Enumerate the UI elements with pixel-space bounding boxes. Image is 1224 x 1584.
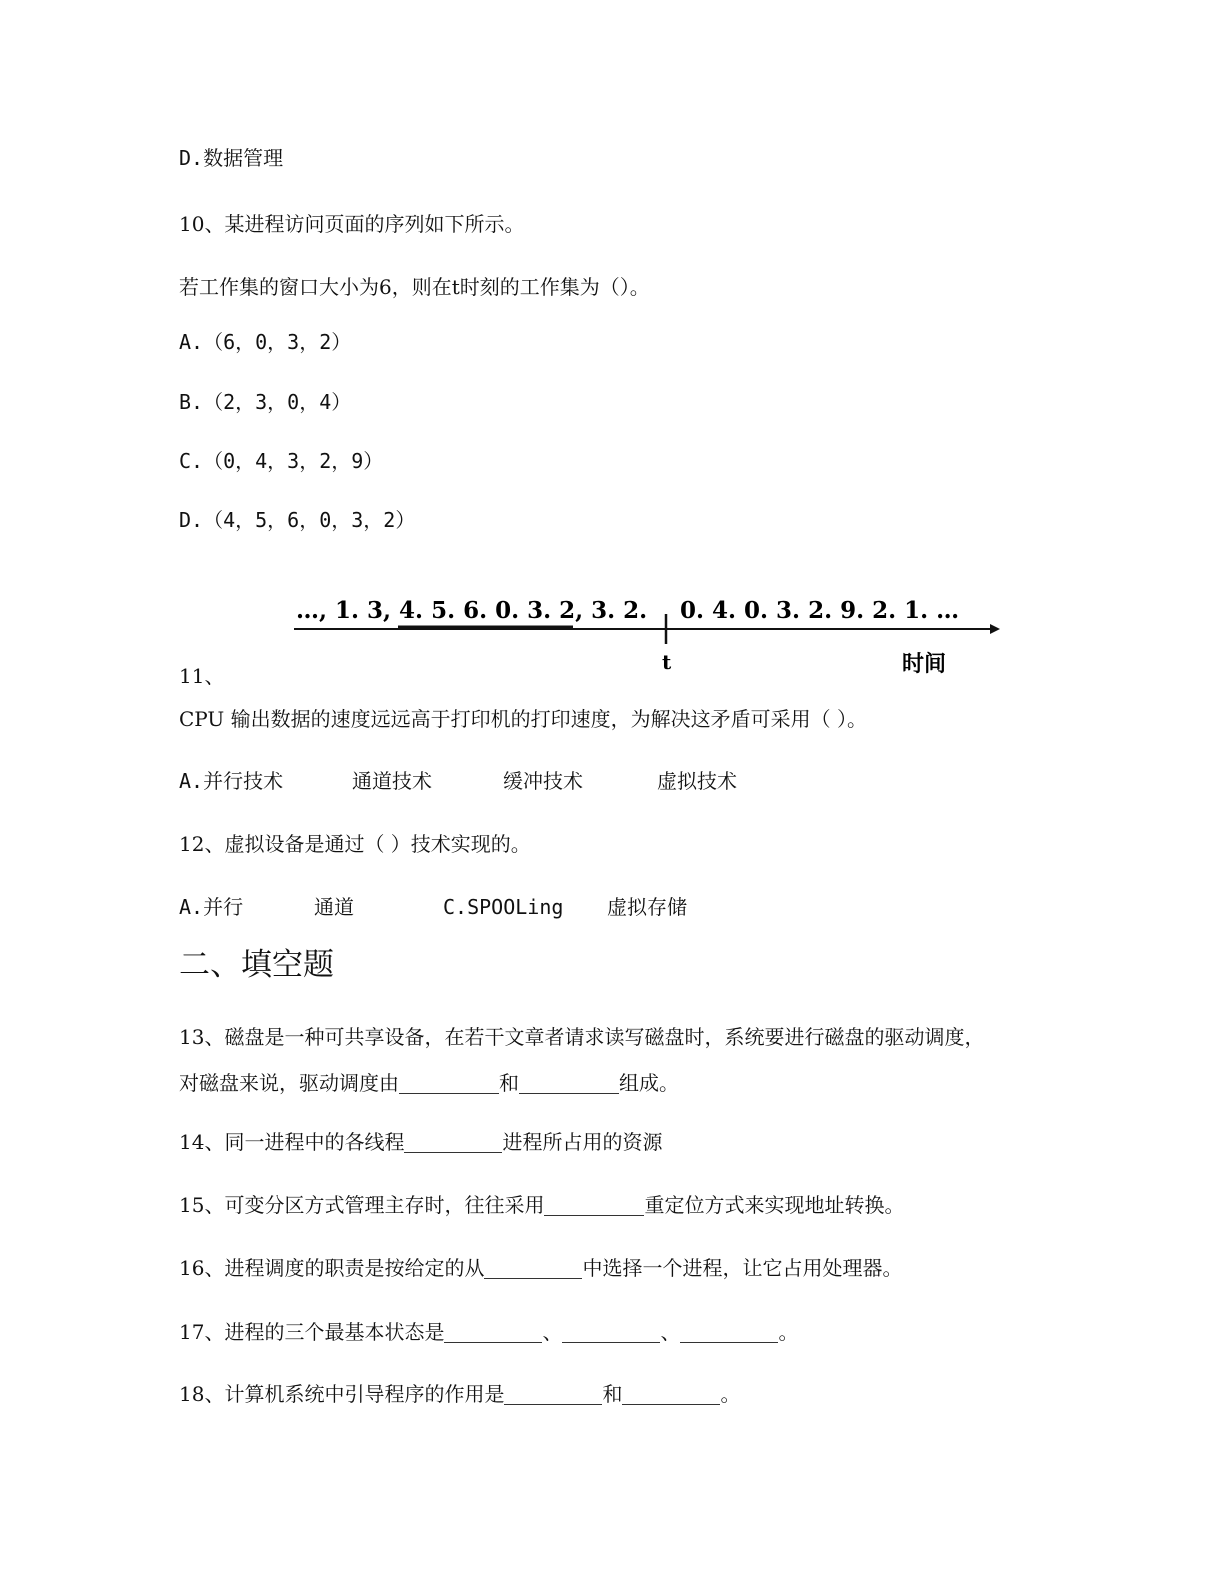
q13-blank-1[interactable] (399, 1071, 499, 1094)
q9-option-d: D.数据管理 (179, 146, 284, 170)
q14-text-a: 14、同一进程中的各线程 (179, 1130, 405, 1154)
q18-text-a: 18、计算机系统中引导程序的作用是 (179, 1382, 505, 1406)
q13-line1: 13、磁盘是一种可共享设备，在若干文章者请求读写磁盘时，系统要进行磁盘的驱动调度， (179, 1025, 985, 1049)
q16-text-b: 中选择一个进程，让它占用处理器。 (582, 1256, 903, 1280)
sequence-right: 0. 4. 0. 3. 2. 9. 2. 1. … (680, 597, 960, 624)
q12-stem: 12、虚拟设备是通过（ ）技术实现的。 (179, 832, 531, 856)
q14-text-b: 进程所占用的资源 (502, 1130, 663, 1154)
q10-sub: 若工作集的窗口大小为6，则在t时刻的工作集为（）。 (179, 275, 650, 299)
q18-blank-1[interactable] (504, 1382, 602, 1405)
q17-sep-2: 、 (660, 1320, 681, 1344)
q13-blank-2[interactable] (519, 1071, 619, 1094)
q15-blank[interactable] (544, 1193, 644, 1216)
t-label: t (662, 650, 672, 674)
q16 (179, 1254, 902, 1282)
q12-option-c: C.SPOOLing (443, 895, 564, 919)
q17-text-a: 17、进程的三个最基本状态是 (179, 1320, 445, 1344)
q11-option-c: 缓冲技术 (503, 769, 583, 793)
q18-end: 。 (720, 1382, 741, 1406)
q11-stem: CPU 输出数据的速度远远高于打印机的打印速度，为解决这矛盾可采用（ ）。 (179, 707, 867, 731)
section-title: 二、填空题 (179, 947, 334, 983)
q18 (179, 1380, 740, 1408)
sequence-left: …, 1. 3, 4. 5. 6. 0. 3. 2, 3. 2. (296, 597, 648, 624)
q12-option-b: 通道 (314, 895, 354, 919)
q12-option-d: 虚拟存储 (607, 895, 687, 919)
q17-blank-2[interactable] (562, 1320, 660, 1343)
q16-text-a: 16、进程调度的职责是按给定的从 (179, 1256, 485, 1280)
q18-blank-2[interactable] (622, 1382, 720, 1405)
q15-text-b: 重定位方式来实现地址转换。 (644, 1193, 905, 1217)
q14-blank[interactable] (404, 1130, 502, 1153)
q14 (179, 1128, 662, 1156)
q13-text-b: 和 (499, 1071, 519, 1095)
q13-line2 (179, 1069, 679, 1097)
q11-option-a: A.并行技术 (179, 769, 284, 793)
q10-option-d: D.（4，5，6，0，3，2） (179, 508, 416, 532)
q17 (179, 1318, 798, 1346)
q18-text-b: 和 (602, 1382, 623, 1406)
page-sequence-figure (290, 590, 1000, 685)
q10-option-b: B.（2，3，0，4） (179, 390, 352, 414)
q11-number: 11、 (179, 664, 225, 688)
q16-blank[interactable] (484, 1256, 582, 1279)
q10-option-a: A.（6，0，3，2） (179, 330, 352, 354)
q10-option-c: C.（0，4，3，2，9） (179, 449, 384, 473)
q11-option-d: 虚拟技术 (657, 769, 737, 793)
q13-text-a: 对磁盘来说，驱动调度由 (179, 1071, 399, 1095)
q15-text-a: 15、可变分区方式管理主存时，往往采用 (179, 1193, 545, 1217)
q17-sep-1: 、 (542, 1320, 563, 1344)
axis-arrow (990, 624, 1000, 634)
q12-option-a: A.并行 (179, 895, 244, 919)
q13-text-c: 组成。 (619, 1071, 679, 1095)
q11-option-b: 通道技术 (352, 769, 432, 793)
q15 (179, 1191, 904, 1219)
q17-end: 。 (778, 1320, 799, 1344)
q17-blank-1[interactable] (444, 1320, 542, 1343)
q10-stem: 10、某进程访问页面的序列如下所示。 (179, 212, 525, 236)
q17-blank-3[interactable] (680, 1320, 778, 1343)
time-label: 时间 (902, 651, 947, 677)
